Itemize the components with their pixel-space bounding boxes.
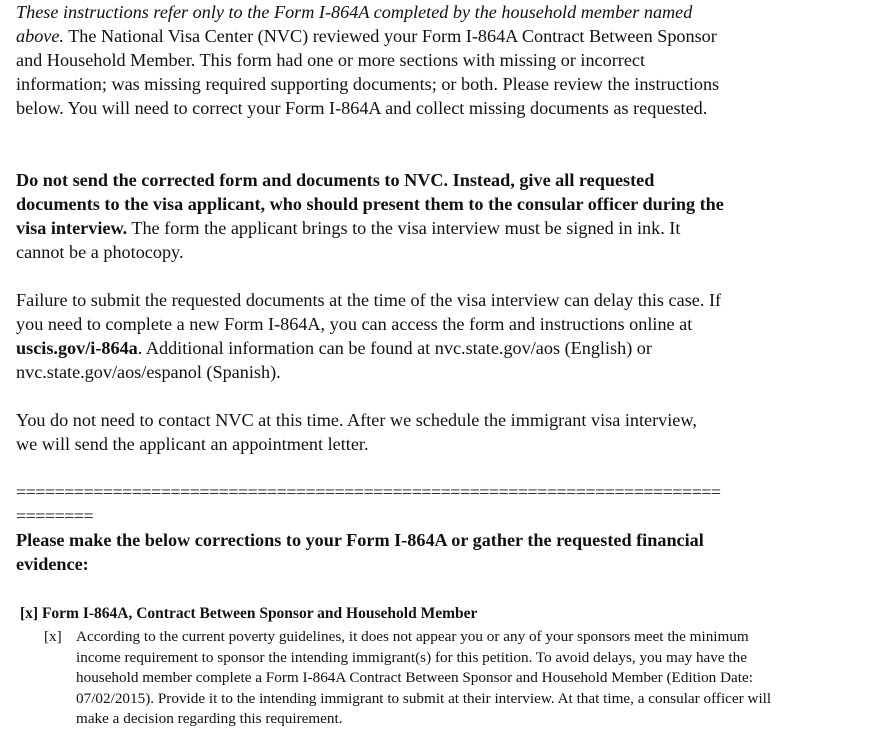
do-not-send-bold-text: Do not send the corrected form and documents to NVC. Instead, give all requested documents to the visa applicant, who should present them to the consular officer during the visa interview.	[16, 170, 724, 238]
failure-text-before: Failure to submit the requested documents at the time of the visa interview can delay this case. If you need to complete a new Form I-864A, you can access the form and instructions online at	[16, 290, 722, 334]
intro-italic-note: These instructions refer only to the Form I-864A completed by the household member named above.	[16, 2, 693, 46]
do-not-send-body-text: The form the applicant brings to the visa interview must be signed in ink. It cannot be a photocopy.	[16, 218, 681, 262]
intro-body-text: The National Visa Center (NVC) reviewed your Form I-864A Contract Between Sponsor and Household Member. This form had one or more sections with missing or incorrect information; was missing required supporting documents; or both. Please review the instructions below. You will need to correct your Form I-864A and collect missing documents as requested.	[16, 26, 720, 118]
checkbox-marker: [x]	[44, 628, 62, 645]
separator-line: ========================================================================= ========	[16, 482, 721, 526]
section-heading: Please make the below corrections to your Form I-864A or gather the requested financial evidence:	[16, 530, 704, 574]
uscis-link[interactable]: uscis.gov/i-864a	[16, 338, 138, 358]
checklist-subitem	[44, 627, 874, 730]
checklist-item-i864a: [x] Form I-864A, Contract Between Sponsor and Household Member	[20, 605, 478, 622]
no-contact-paragraph: You do not need to contact NVC at this time. After we schedule the immigrant visa interview, we will send the applicant an appointment letter.	[16, 410, 697, 454]
failure-text-after: . Additional information can be found at nvc.state.gov/aos (English) or nvc.state.gov/aos/espanol (Spanish).	[16, 338, 652, 382]
failure-paragraph	[16, 288, 826, 384]
checklist-subitem-text: According to the current poverty guidelines, it does not appear you or any of your sponsors meet the minimum income requirement to sponsor the intending immigrant(s) for this petition. To avoid delays, you may have the household member complete a Form I-864A Contract Between Sponsor and Household Member (Edition Date: 07/02/2015). Provide it to the intending immigrant to submit at their interview. At that time, a consular officer will make a decision regarding this requirement.	[76, 628, 772, 727]
do-not-send-paragraph	[16, 168, 826, 264]
intro-paragraph	[16, 0, 816, 120]
